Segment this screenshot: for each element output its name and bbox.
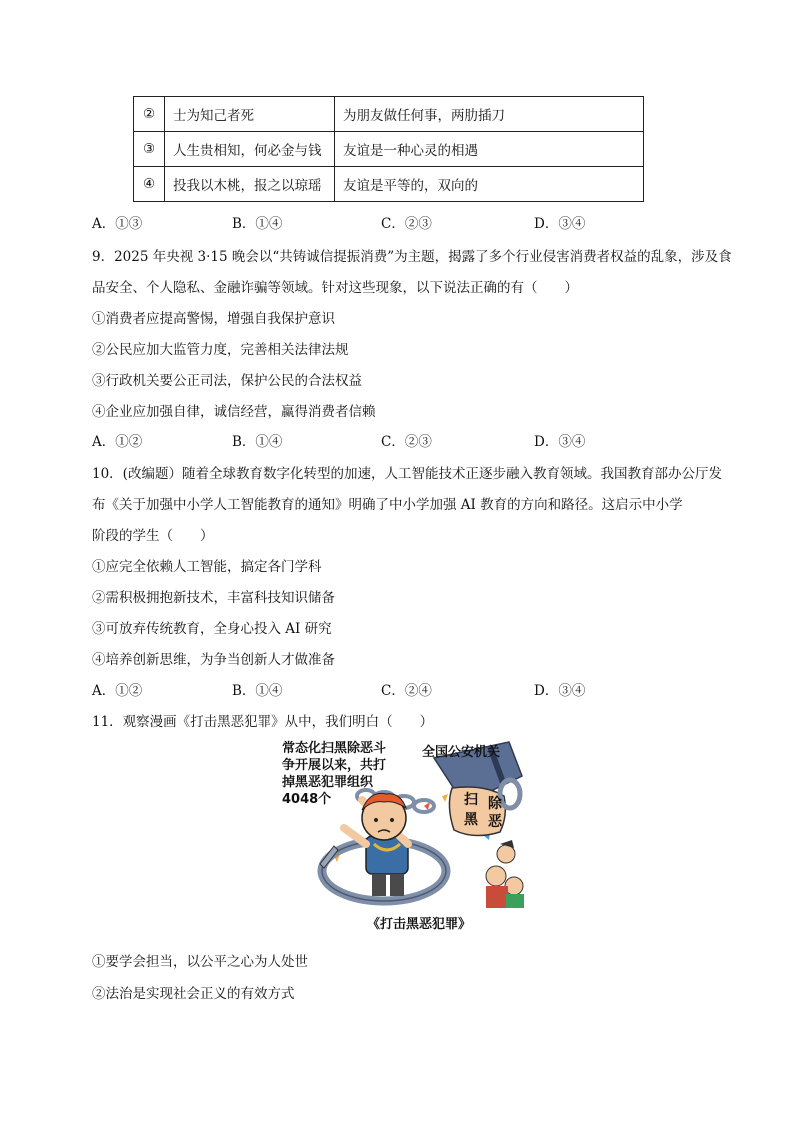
q9-item: ②公民应加大监管力度，完善相关法律法规 [92, 342, 349, 358]
q9-option-b[interactable]: B．①④ [232, 434, 283, 450]
q11-stem: 11．观察漫画《打击黑恶犯罪》从中，我们明白（ ） [92, 714, 434, 730]
q10-options [92, 679, 692, 699]
q9-option-d[interactable]: D．③④ [534, 434, 586, 450]
table-cell-saying: 人生贵相知，何必金与钱 [165, 132, 335, 167]
fist-char: 恶 [488, 814, 502, 830]
table-row [134, 132, 644, 167]
comic-bubble-line: 争开展以来，共打 [282, 758, 387, 773]
q11-item: ②法治是实现社会正义的有效方式 [92, 986, 295, 1002]
q10-option-d[interactable]: D．③④ [534, 683, 586, 699]
q10-stem-line2: 布《关于加强中小学人工智能教育的通知》明确了中小学加强 AI 教育的方向和路径。这启示中小学 [92, 497, 683, 513]
friendship-table [133, 96, 644, 202]
q8-option-c[interactable]: C．②③ [381, 216, 432, 232]
q9-item: ④企业应加强自律，诚信经营，赢得消费者信赖 [92, 404, 376, 420]
table-cell-saying: 士为知己者死 [165, 97, 335, 132]
comic-caption: 《打击黑恶犯罪》 [367, 917, 472, 932]
comic-agency-label: 全国公安机关 [422, 745, 501, 760]
q9-stem-line1: 9．2025 年央视 3·15 晚会以“共铸诚信提振消费”为主题，揭露了多个行业侵害消费者权益的乱象，涉及食 [92, 249, 732, 265]
table-cell-num: ④ [134, 167, 165, 202]
q10-item: ③可放弃传统教育，全身心投入 AI 研究 [92, 621, 332, 637]
q9-options [92, 430, 692, 450]
fist-char: 除 [488, 796, 502, 812]
q8-options [92, 212, 692, 232]
comic-bubble-line: 掉黑恶犯罪组织 [282, 775, 374, 790]
q10-option-c[interactable]: C．②④ [381, 683, 432, 699]
comic-bubble-line: 4048个 [282, 792, 332, 807]
q9-item: ③行政机关要公正司法，保护公民的合法权益 [92, 373, 362, 389]
q9-stem-line2: 品安全、个人隐私、金融诈骗等领域。针对这些现象，以下说法正确的有（ ） [92, 280, 578, 296]
q10-stem-line3: 阶段的学生（ ） [92, 528, 214, 544]
q11-item: ①要学会担当，以公平之心为人处世 [92, 954, 308, 970]
q8-option-b[interactable]: B．①④ [232, 216, 283, 232]
q10-item: ④培养创新思维，为争当创新人才做准备 [92, 652, 335, 668]
q9-option-c[interactable]: C．②③ [381, 434, 432, 450]
fist-char: 扫 [464, 792, 478, 808]
q10-option-b[interactable]: B．①④ [232, 683, 283, 699]
fist-char: 黑 [464, 812, 478, 828]
table-row [134, 97, 644, 132]
table-cell-meaning: 友谊是平等的，双向的 [335, 167, 644, 202]
q10-item: ②需积极拥抱新技术，丰富科技知识储备 [92, 590, 335, 606]
comic-bubble-line: 常态化扫黑除恶斗 [282, 741, 387, 756]
q8-option-d[interactable]: D．③④ [534, 216, 586, 232]
table-cell-num: ③ [134, 132, 165, 167]
q10-stem-line1: 10．(改编题）随着全球教育数字化转型的加速，人工智能技术正逐步融入教育领域。我国教育部办公厅发 [92, 466, 722, 482]
q10-item: ①应完全依赖人工智能，搞定各门学科 [92, 559, 322, 575]
table-cell-meaning: 为朋友做任何事，两肋插刀 [335, 97, 644, 132]
table-cell-num: ② [134, 97, 165, 132]
q9-item: ①消费者应提高警惕，增强自我保护意识 [92, 311, 335, 327]
q8-option-a[interactable]: A．①③ [92, 216, 143, 232]
q9-option-a[interactable]: A．①② [92, 434, 143, 450]
q10-option-a[interactable]: A．①② [92, 683, 143, 699]
table-cell-meaning: 友谊是一种心灵的相遇 [335, 132, 644, 167]
table-cell-saying: 投我以木桃，报之以琼瑶 [165, 167, 335, 202]
comic-illustration [274, 736, 524, 908]
table-row [134, 167, 644, 202]
